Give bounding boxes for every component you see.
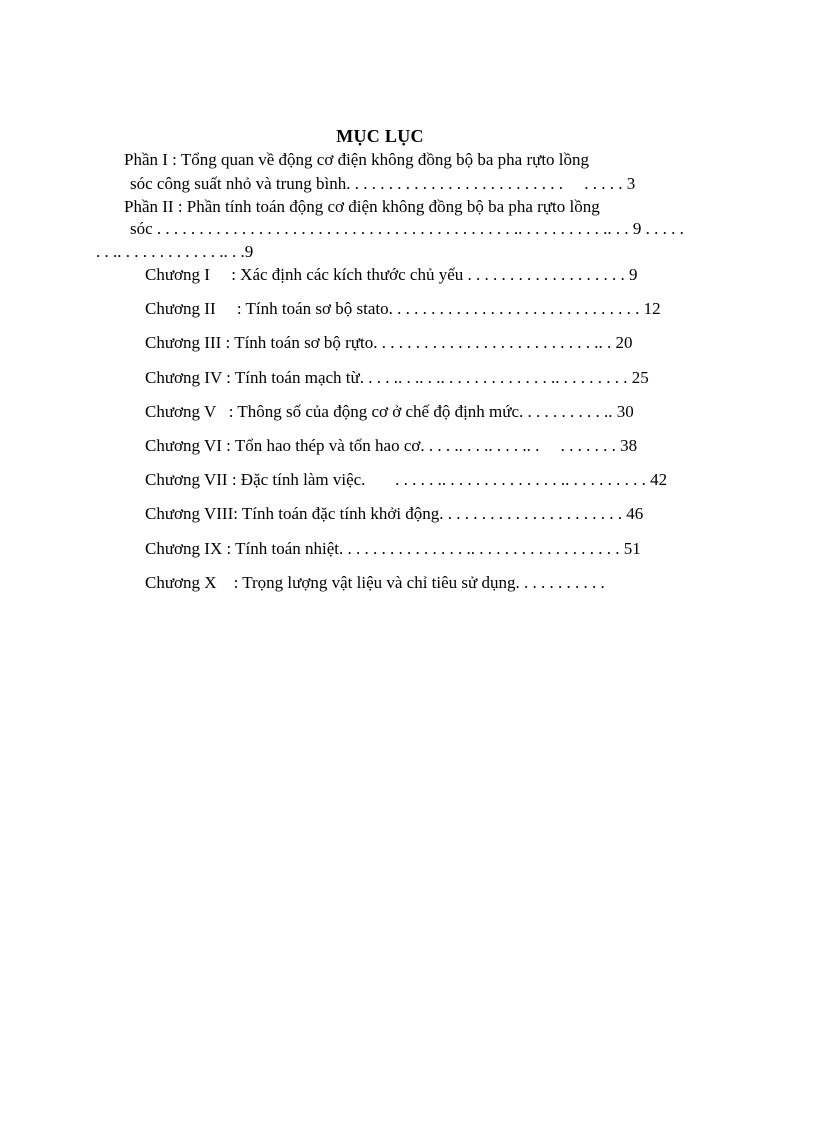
toc-chapter-8: Chương VIII: Tính toán đặc tính khởi động. . . . . . . . . . . . . . . . . . . . . . 46 xyxy=(145,504,644,523)
toc-part-2-line-2: sóc . . . . . . . . . . . . . . . . . . . . . . . . . . . . . . . . . . . . . . . . . . .. . . . . . . . . . .. . . 9 . . . . . xyxy=(130,219,684,238)
toc-chapter-5: Chương V : Thông số của động cơ ở chế độ định mức. . . . . . . . . . .. 30 xyxy=(145,402,634,421)
toc-chapter-1: Chương I : Xác định các kích thước chủ yếu . . . . . . . . . . . . . . . . . . . 9 xyxy=(145,265,638,284)
toc-part-1-line-2: sóc công suất nhỏ và trung bình. . . . . . . . . . . . . . . . . . . . . . . . . . . . . . . 3 xyxy=(130,174,636,193)
toc-title: MỤC LỤC xyxy=(336,126,424,146)
toc-chapter-9: Chương IX : Tính toán nhiệt. . . . . . . . . . . . . . . .. . . . . . . . . . . . . . . . . . 51 xyxy=(145,539,641,558)
toc-chapter-4: Chương IV : Tính toán mạch từ. . . . .. . .. . .. . . . . . . . . . . . . .. . . . . . . . . 25 xyxy=(145,368,649,387)
toc-part-2-line-3: . . .. . . . . . . . . . . . .. . .9 xyxy=(96,242,254,261)
toc-chapter-10: Chương X : Trọng lượng vật liệu và chỉ tiêu sử dụng. . . . . . . . . . . xyxy=(145,573,605,592)
toc-chapter-7: Chương VII : Đặc tính làm việc. . . . . . .. . . . . . . . . . . . . . .. . . . . . . . . . 42 xyxy=(145,470,668,489)
toc-chapter-2: Chương II : Tính toán sơ bộ stato. . . . . . . . . . . . . . . . . . . . . . . . . . . . . . 12 xyxy=(145,299,661,318)
toc-part-1-line-1: Phần I : Tổng quan về động cơ điện không đồng bộ ba pha rựto lồng xyxy=(124,150,590,169)
toc-chapter-6: Chương VI : Tổn hao thép và tổn hao cơ. . . . .. . . .. . . . .. . . . . . . . . 38 xyxy=(145,436,638,455)
toc-chapter-3: Chương III : Tính toán sơ bộ rựto. . . . . . . . . . . . . . . . . . . . . . . . . . .. . 20 xyxy=(145,333,633,352)
toc-part-2-line-1: Phần II : Phần tính toán động cơ điện không đồng bộ ba pha rựto lồng xyxy=(124,197,600,216)
